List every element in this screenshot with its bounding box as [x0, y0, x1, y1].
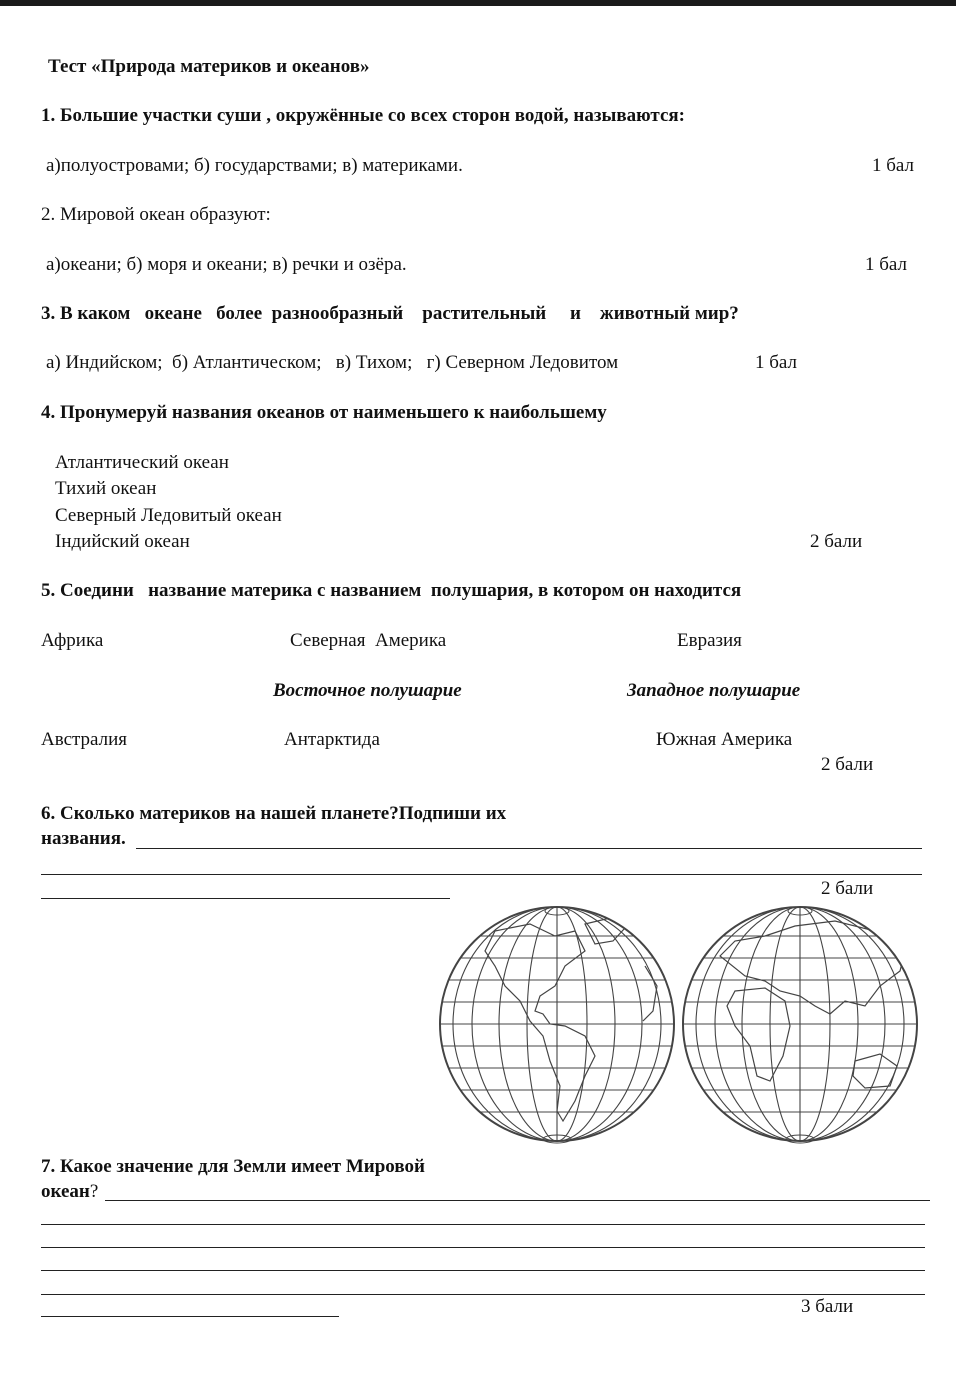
question-3: 3. В каком океане более разнообразный растительный и животный мир?	[41, 303, 739, 324]
ocean-item-arctic: Северный Ледовитый океан	[55, 505, 282, 526]
continent-antarctica: Антарктида	[284, 729, 380, 750]
question-1-options: а)полуостровами; б) государствами; в) материками.	[46, 155, 463, 176]
question-7-line2-tail: ?	[89, 1181, 99, 1202]
question-6-points: 2 бали	[821, 878, 874, 899]
question-6-line2: названия.	[41, 828, 126, 849]
western-hemisphere-globe	[435, 906, 685, 1143]
question-1-points: 1 бал	[872, 155, 914, 176]
question-2: 2. Мировой океан образуют:	[41, 204, 271, 225]
question-7-line2	[41, 1181, 98, 1203]
answer-line	[41, 1294, 925, 1295]
question-3-options: а) Индийском; б) Атлантическом; в) Тихом; г) Северном Ледовитом	[46, 352, 619, 373]
question-7-points: 3 бали	[801, 1296, 854, 1317]
answer-line	[41, 1270, 925, 1271]
eastern-hemisphere-globe	[675, 906, 925, 1143]
question-3-points: 1 бал	[755, 352, 797, 373]
ocean-item-indian: Індийский океан	[55, 531, 190, 552]
answer-line	[105, 1200, 930, 1201]
ocean-item-atlantic: Атлантический океан	[55, 452, 229, 473]
world-map-hemispheres	[435, 896, 940, 1160]
question-7-line1: 7. Какое значение для Земли имеет Мировой	[41, 1156, 425, 1177]
continent-south-america: Южная Америка	[656, 729, 793, 750]
answer-line	[41, 898, 450, 899]
question-5: 5. Соедини название материка с названием полушария, в котором он находится	[41, 580, 742, 601]
answer-line	[41, 1247, 925, 1248]
question-7-line2-bold: океан	[41, 1181, 90, 1202]
question-4-points: 2 бали	[810, 531, 863, 552]
answer-line	[41, 874, 922, 875]
top-border	[0, 0, 956, 6]
answer-line	[41, 1316, 339, 1317]
continent-africa: Африка	[41, 630, 104, 651]
question-2-options: а)океани; б) моря и океани; в) речки и озёра.	[46, 254, 407, 275]
answer-line	[136, 848, 922, 849]
continent-australia: Австралия	[41, 729, 128, 750]
hemisphere-west: Западное полушарие	[627, 680, 801, 701]
answer-line	[41, 1224, 925, 1225]
continent-north-america: Северная Америка	[290, 630, 447, 651]
question-5-points: 2 бали	[821, 754, 874, 775]
question-2-points: 1 бал	[865, 254, 907, 275]
ocean-item-pacific: Тихий океан	[55, 478, 157, 499]
question-4: 4. Пронумеруй названия океанов от наименьшего к наибольшему	[41, 402, 607, 423]
continent-eurasia: Евразия	[677, 630, 742, 651]
question-6-line1: 6. Сколько материков на нашей планете?Подпиши их	[41, 803, 507, 824]
hemisphere-east: Восточное полушарие	[273, 680, 462, 701]
test-title: Тест «Природа материков и океанов»	[48, 56, 370, 77]
question-1: 1. Большие участки суши , окружённые со всех сторон водой, называются:	[41, 105, 685, 126]
